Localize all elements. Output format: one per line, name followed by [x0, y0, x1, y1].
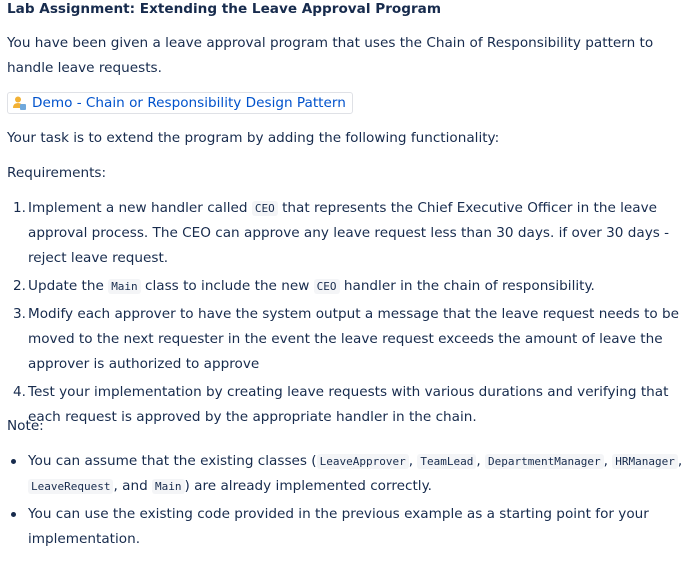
note-heading: Note:	[7, 418, 44, 434]
task-paragraph: Your task is to extend the program by adding the following functionality:	[7, 130, 500, 146]
list-item: 1. Implement a new handler called CEO that represents the Chief Executive Officer in the leave approval process. The CEO can approve any leave request less than 30 days. if over 30 days - reject leave request.	[13, 200, 670, 266]
bullet-icon	[11, 459, 16, 464]
document-person-icon	[11, 95, 27, 111]
demo-link-card[interactable]	[7, 92, 353, 114]
list-item: 2. Update the Main class to include the new CEO handler in the chain of responsibility.	[13, 278, 595, 294]
demo-link-label[interactable]: Demo - Chain or Responsibility Design Pattern	[32, 95, 346, 111]
code-departmentmanager: DepartmentManager	[485, 454, 604, 469]
code-hrmanager: HRManager	[612, 454, 678, 469]
list-item: You can assume that the existing classes ( LeaveApprover , TeamLead , DepartmentManager , HRManager , LeaveRequest , and Main ) are already implemented correctly.	[7, 449, 693, 499]
list-item: 4. Test your implementation by creating leave requests with various durations and verifying that each request is approved by the appropriate handler in the chain.	[13, 384, 669, 425]
code-main: Main	[152, 479, 185, 494]
code-ceo: CEO	[252, 201, 278, 216]
code-main: Main	[108, 279, 141, 294]
page-title: Lab Assignment: Extending the Leave Approval Program	[7, 1, 442, 17]
list-item: 3. Modify each approver to have the system output a message that the leave request needs to be moved to the next requester in the event the leave request exceeds the amount of leave the approver is authorized to approve	[13, 306, 680, 372]
code-leaveapprover: LeaveApprover	[317, 454, 409, 469]
requirements-list	[7, 196, 693, 430]
notes-list	[7, 449, 693, 552]
code-leaverequest: LeaveRequest	[28, 479, 113, 494]
code-teamlead: TeamLead	[417, 454, 476, 469]
code-ceo: CEO	[314, 279, 340, 294]
intro-paragraph: You have been given a leave approval program that uses the Chain of Responsibility pattern to handle leave requests.	[7, 35, 654, 76]
list-item: You can use the existing code provided in the previous example as a starting point for your implementation.	[7, 502, 693, 552]
bullet-icon	[11, 512, 16, 517]
requirements-heading: Requirements:	[7, 165, 107, 181]
